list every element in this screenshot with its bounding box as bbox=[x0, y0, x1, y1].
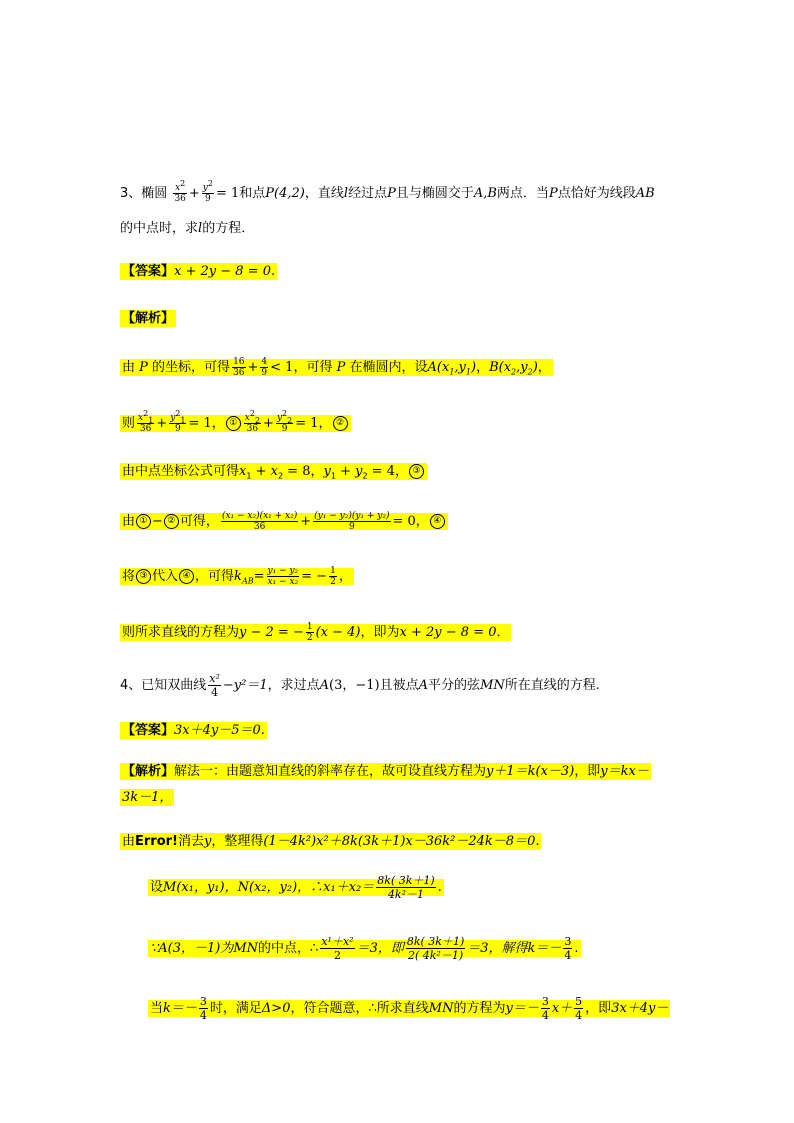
q4-answer: 【答案】3x＋4y－5＝0. bbox=[122, 723, 265, 738]
q3-solution-label: 【解析】 bbox=[122, 311, 175, 326]
q3-line2: 的中点时，求l的方程． bbox=[120, 221, 255, 236]
q3-sol-step2: 则 $\frac{x^2_1}{36}$ + $\frac{y^2_1}{9}$ = 1， ① $\frac{x^2_2}{36}$ + $\frac{y^2_2}{9}$ = 1， ② bbox=[120, 413, 351, 434]
q4-sol-line6: 当k＝－ $\frac{3}{4}$ 时，满足Δ>0，符合题意，∴所求直线MN的方程为y＝－ $\frac{3}{4}$ x＋ $\frac{5}{4}$ ，即3x＋4y－ bbox=[150, 995, 669, 1022]
q4-sol-line1: 【解析】解法一：由题意知直线的斜率存在，故可设直线方程为y＋1＝k(x－3)，即y＝kx－ bbox=[122, 764, 649, 779]
q4-sol-line2: 3k－1， bbox=[122, 790, 173, 805]
ellipse-frac-y: $\frac{y^2}{9}$ bbox=[202, 179, 213, 204]
q3-sol-step5: 将 ③ 代入 ④ ，可得$k_{AB}=$ $\frac{\text{y₁ − y₂}}{\text{x₁ − x₂}}$ = − $\frac{1}{2}$ ， bbox=[122, 566, 352, 587]
q3-answer: 【答案】x + 2y − 8 = 0. bbox=[122, 264, 276, 279]
q3-sol-step4: 由 ① − ② 可得， $\frac{\text{(x₁ − x₂)(x₁ + x₂)}}{36}$ + $\frac{\text{(y₁ − y₂)(y₁ + y₂)}}{9}$ = 0， ④ bbox=[120, 511, 448, 532]
q3-sol-step6: 则所求直线的方程为y − 2 = − $\frac{1}{2}$ (x − 4)，即为x + 2y − 8 = 0． bbox=[122, 622, 510, 643]
q3-line1: 3、椭圆 $\frac{x^2}{36}$ + $\frac{y^2}{9}$ = 1和点P(4,2)，直线l经过点P且与椭圆交于A,B两点．当P点恰好为线段AB bbox=[120, 179, 655, 204]
q4-sol-line5: ∵A(3，－1)为MN的中点，∴ $\frac{\text{x¹＋x²}}{2}$ ＝3，即 $\frac{8k( 3k+1)}{\text{2( 4k²－1)}}$ ＝3，解得k＝－ $\frac{3}{4}$ . bbox=[150, 935, 579, 962]
ellipse-frac-x: $\frac{x^2}{36}$ bbox=[174, 179, 186, 204]
q4-sol-line3: 由Error!消去y，整理得(1－4k²)x²＋8k(3k＋1)x－36k²－24k－8＝0. bbox=[122, 834, 540, 849]
q3-sol-step1: 由 P 的坐标，可得 $\frac{16}{36}$ + $\frac{4}{9}$ < 1，可得 P 在椭圆内，设$A(x_1,y_1)$，$B(x_2,y_2)$， bbox=[122, 357, 551, 378]
q3-sol-step3: 由中点坐标公式可得$x_1 + x_2 = 8$，$y_1 + y_2 = 4$， ③ bbox=[120, 462, 427, 482]
q4-sol-line4: 设M(x₁，y₁)，N(x₂，y₂)，∴x₁＋x₂＝ $\frac{8k( 3k+1)}{\text{4k²－1}}$ . bbox=[150, 874, 442, 901]
q4-line1: 4、已知双曲线 $\frac{\text{x²}}{4}$ −y²＝1，求过点A(3，−1)且被点A平分的弦MN所在直线的方程. bbox=[120, 672, 600, 699]
